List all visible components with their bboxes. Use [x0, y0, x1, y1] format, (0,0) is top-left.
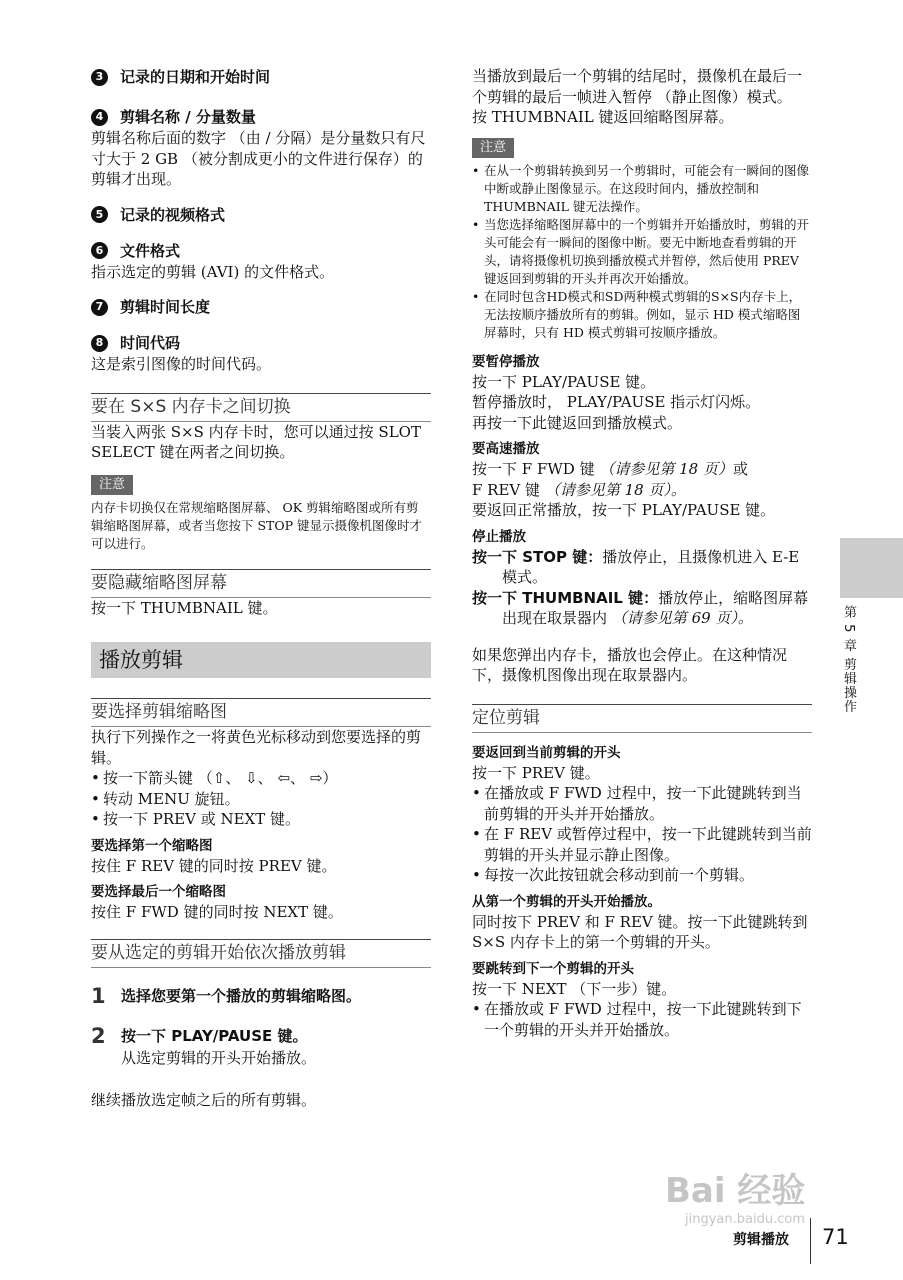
seq-after-text: 继续播放选定帧之后的所有剪辑。 [91, 1091, 317, 1109]
number-badge: 8 [91, 335, 108, 352]
select-last-heading: 要选择最后一个缩略图 [91, 884, 226, 900]
item-7-title: 剪辑时间长度 [120, 298, 211, 316]
footer-label: 剪辑播放 [733, 1232, 789, 1248]
page-ref: （请参见第 18 页）。 [544, 480, 686, 499]
chapter-label: 第 5 章 剪辑操作 [841, 605, 856, 714]
step-2-text: 按一下 PLAY/PAUSE 键。 [121, 1026, 308, 1045]
right-column [472, 66, 812, 1040]
step-2 [91, 1024, 431, 1069]
page-ref: （请参见第 18 页） [599, 460, 733, 478]
notes-list [472, 162, 812, 342]
hide-text: 按一下 THUMBNAIL 键。 [91, 598, 278, 617]
step-1 [91, 984, 431, 1008]
fast-text-1 [472, 459, 812, 480]
stop-item-1-text: 播放停止，且摄像机进入 E-E 模式。 [502, 547, 800, 586]
switch-note: 内存卡切换仅在常规缩略图屏幕、 OK 剪辑缩略图或所有剪辑缩略图屏幕，或者当您按下 STOP 键显示摄像机图像时才可以进行。 [91, 499, 423, 551]
number-badge: 4 [91, 109, 108, 126]
list-item: • 在播放或 F FWD 过程中，按一下此键跳转到当前剪辑的开头并开始播放。 [472, 783, 812, 824]
item-6-heading [91, 240, 431, 262]
fast-text-3: 要返回正常播放，按一下 PLAY/PAUSE 键。 [472, 501, 776, 519]
number-badge: 3 [91, 69, 108, 86]
hide-section-title: 要隐藏缩略图屏幕 [91, 569, 431, 598]
select-first-heading: 要选择第一个缩略图 [91, 837, 213, 854]
intro-text: 当播放到最后一个剪辑的结尾时，摄像机在最后一个剪辑的最后一帧进入暂停 （静止图像）模式。 [472, 67, 803, 106]
step-number: 2 [91, 1023, 106, 1048]
list-item: • 在从一个剪辑转换到另一个剪辑时，可能会有一瞬间的图像中断或静止图像显示。在这段时间内，播放控制和 THUMBNAIL 键无法操作。 [472, 162, 812, 216]
stop-item-1-label: 按一下 STOP 键： [472, 547, 603, 566]
fast-heading: 要高速播放 [472, 441, 540, 457]
switch-section-title: 要在 S×S 内存卡之间切换 [91, 393, 431, 422]
stop-item-2 [472, 588, 812, 629]
page-ref: （请参见第 69 页）。 [611, 609, 753, 627]
stop-item-1 [472, 547, 812, 588]
eject-text: 如果您弹出内存卡，播放也会停止。在这种情况下，摄像机图像出现在取景器内。 [472, 645, 788, 684]
locate-h1: 要返回到当前剪辑的开头 [472, 744, 621, 761]
footer-divider [810, 1218, 811, 1264]
number-badge: 7 [91, 299, 108, 316]
locate-h2: 从第一个剪辑的开头开始播放。 [472, 893, 661, 910]
locate-h3: 要跳转到下一个剪辑的开头 [472, 960, 634, 977]
chapter-tab [840, 538, 903, 598]
fast-text-2-main: F REV 键 [472, 480, 541, 499]
pause-text-1: 按一下 PLAY/PAUSE 键。 [472, 372, 656, 391]
select-section-title: 要选择剪辑缩略图 [91, 698, 431, 727]
fast-or: 或 [732, 460, 748, 478]
list-item: • 在同时包含HD模式和SD两种模式剪辑的S×S内存卡上，无法按顺序播放所有的剪辑。例如，显示 HD 模式缩略图屏幕时，只有 HD 模式剪辑可按顺序播放。 [472, 288, 812, 342]
stop-item-2-text: 播放停止，缩略图屏幕出现在取景器内 [502, 588, 809, 627]
switch-text: 当装入两张 S×S 内存卡时，您可以通过按 SLOT SELECT 键在两者之间切换。 [91, 422, 421, 461]
stop-heading: 停止播放 [472, 528, 526, 545]
step-number: 1 [91, 983, 106, 1008]
list-item: • 按一下箭头键 （⇧、 ⇩、 ⇦、 ⇨） [91, 768, 431, 789]
item-8-title: 时间代码 [120, 334, 181, 352]
list-item: • 在播放或 F FWD 过程中，按一下此键跳转到下一个剪辑的开头并开始播放。 [472, 999, 812, 1040]
item-4-heading [91, 106, 431, 128]
item-5-heading [91, 204, 431, 226]
stop-item-2-label: 按一下 THUMBNAIL 键： [472, 588, 659, 607]
locate-t1: 按一下 PREV 键。 [472, 763, 600, 782]
watermark-text: Bai 经验 [665, 1171, 806, 1211]
item-4-text: 剪辑名称后面的数字 （由 / 分隔）是分量数只有尺寸大于 2 GB （被分割成更小的文件进行保存）的剪辑才出现。 [91, 129, 426, 188]
seq-section-title: 要从选定的剪辑开始依次播放剪辑 [91, 939, 431, 968]
left-column [91, 66, 431, 1111]
item-3-title: 记录的日期和开始时间 [120, 68, 271, 86]
select-first-text: 按住 F REV 键的同时按 PREV 键。 [91, 856, 337, 875]
fast-text-2 [472, 480, 812, 501]
select-last-text: 按住 F FWD 键的同时按 NEXT 键。 [91, 903, 343, 921]
select-bullets [91, 768, 431, 830]
item-6-text: 指示选定的剪辑 (AVI) 的文件格式。 [91, 262, 335, 281]
select-text: 执行下列操作之一将黄色光标移动到您要选择的剪辑。 [91, 728, 422, 767]
note-tag: 注意 [91, 475, 133, 495]
item-3-heading [91, 66, 431, 88]
page-number: 71 [822, 1225, 849, 1249]
item-7-heading [91, 296, 431, 318]
pause-text-2: 暂停播放时， PLAY/PAUSE 指示灯闪烁。 [472, 393, 761, 411]
step-2-subtext: 从选定剪辑的开头开始播放。 [121, 1048, 317, 1067]
locate-t2: 同时按下 PREV 和 F REV 键。按一下此键跳转到 S×S 内存卡上的第一个剪辑的开头。 [472, 912, 808, 951]
locate-section-title: 定位剪辑 [472, 704, 812, 733]
number-badge: 5 [91, 206, 108, 223]
watermark [665, 1163, 805, 1227]
fast-text-1-main: 按一下 F FWD 键 [472, 460, 595, 478]
list-item: • 在 F REV 或暂停过程中，按一下此键跳转到当前剪辑的开头并显示静止图像。 [472, 824, 812, 865]
pause-text-3: 再按一下此键返回到播放模式。 [472, 413, 683, 432]
item-8-text: 这是索引图像的时间代码。 [91, 355, 272, 373]
item-5-title: 记录的视频格式 [120, 205, 226, 224]
play-clips-title: 播放剪辑 [91, 642, 431, 678]
step-1-text: 选择您要第一个播放的剪辑缩略图。 [121, 986, 362, 1005]
watermark-url: jingyan.baidu.com [685, 1212, 805, 1227]
locate-bullets-1 [472, 783, 812, 886]
item-6-title: 文件格式 [120, 241, 181, 260]
locate-t3: 按一下 NEXT （下一步）键。 [472, 979, 677, 998]
locate-bullets-3 [472, 999, 812, 1040]
list-item: • 每按一次此按钮就会移动到前一个剪辑。 [472, 865, 812, 886]
list-item: • 当您选择缩略图屏幕中的一个剪辑并开始播放时，剪辑的开头可能会有一瞬间的图像中断。要无中断地查看剪辑的开头，请将摄像机切换到播放模式并暂停，然后使用 PREV 键返回到剪辑的开头并再次开始播放。 [472, 216, 812, 288]
item-8-heading [91, 332, 431, 354]
list-item: • 转动 MENU 旋钮。 [91, 789, 431, 810]
pause-heading: 要暂停播放 [472, 353, 540, 370]
note-tag: 注意 [472, 138, 514, 158]
intro-text-2: 按 THUMBNAIL 键返回缩略图屏幕。 [472, 108, 734, 126]
list-item: • 按一下 PREV 或 NEXT 键。 [91, 809, 431, 830]
item-4-title: 剪辑名称 / 分量数量 [120, 108, 256, 126]
number-badge: 6 [91, 242, 108, 259]
